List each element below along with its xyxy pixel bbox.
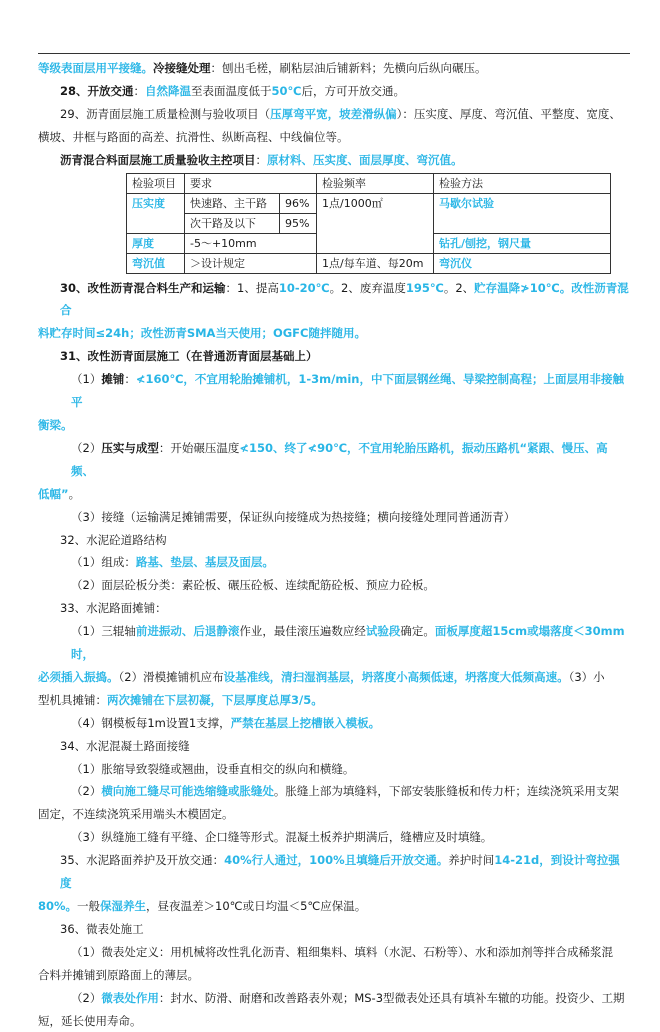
header-rule (38, 53, 630, 54)
text-line: （2）压实与成型：开始碾压温度≮150、终了≮90℃，不宜用轮胎压路机，振动压路机“紧跟、慢压、高频、 (71, 440, 608, 478)
section-28: 28、开放交通：自然降温至表面温度低于50℃后，方可开放交通。 (60, 83, 405, 98)
section-29: 29、沥青面层施工质量检测与验收项目（压厚弯平宽，坡差滑纵偏）：压实度、厚度、弯沉值、平整度、宽度、 (60, 106, 621, 121)
text-line: 合料并摊铺到原路面上的薄层。 (38, 967, 199, 982)
table-cell: 96% (280, 193, 317, 213)
table-cell: 厚度 (127, 233, 185, 253)
text-line: （2）横向施工缝尽可能选缩缝或胀缝处。胀缝上部为填缝料，下部安装胀缝板和传力杆；连续浇筑采用支架 (71, 784, 619, 799)
section-35: 35、水泥路面养护及开放交通：40%行人通过，100%且填缝后开放交通。养护时间14-21d，到设计弯拉强度 (60, 853, 620, 891)
page-content (38, 57, 630, 1032)
table-cell: 弯沉值 (127, 253, 185, 273)
table-cell: 次干路及以下 (185, 213, 280, 233)
table-cell: 钻孔/刨挖，钢尺量 (434, 233, 611, 253)
table-cell: -5～+10mm (185, 233, 317, 253)
text-line: （3）纵缝施工缝有平缝、企口缝等形式。混凝土板养护期满后，缝槽应及时填缝。 (71, 830, 493, 845)
section-36: 36、微表处施工 (60, 921, 144, 936)
text-line: （1）组成：路基、垫层、基层及面层。 (71, 555, 274, 570)
table-cell: 马歇尔试验 (434, 193, 611, 233)
text-line: 80%。一般保湿养生，昼夜温差＞10℃或日均温＜5℃应保温。 (38, 899, 367, 913)
table-header-cell: 检验项目 (127, 173, 185, 193)
text-line: （3）接缝（运输满足摊铺需要，保证纵向接缝成为热接缝；横向接缝处理同普通沥青） (71, 509, 516, 524)
text-line: 必须插入振捣。（2）滑模摊铺机应布设基准线，清扫湿润基层，坍落度小高频低速，坍落度大低频高速。（3）小 (38, 669, 605, 684)
table-cell: 压实度 (127, 193, 185, 233)
text-line: 等级表面层用平接缝。冷接缝处理：刨出毛槎，刷粘层油后铺新料；先横向后纵向碾压。 (38, 61, 487, 75)
text-line: 固定，不连续浇筑采用端头木模固定。 (38, 807, 234, 822)
text-line: 衡梁。 (38, 417, 73, 432)
text-line: （2）微表处作用：封水、防滑、耐磨和改善路表外观；MS-3型微表处还具有填补车辙的功能。投资少、工期 (71, 990, 625, 1005)
section-32: 32、水泥砼道路结构 (60, 532, 167, 547)
section-31: 31、改性沥青面层施工（在普通沥青面层基础上） (60, 349, 318, 364)
table-header-cell: 检验频率 (317, 173, 434, 193)
text-line: 料贮存时间≤24h；改性沥青SMA当天使用；OGFC随拌随用。 (38, 326, 366, 341)
table-cell: 1点/1000㎡ (317, 193, 434, 253)
table-cell: ＞设计规定 (185, 253, 317, 273)
table-cell: 95% (280, 213, 317, 233)
text-line: （4）钢模板每1m设置1支撑，严禁在基层上挖槽嵌入模板。 (71, 715, 381, 730)
text-line: （1）摊铺：≮160℃，不宜用轮胎摊铺机，1-3m/min，中下面层钢丝绳、导梁控制高程；上面层用非接触平 (71, 372, 624, 410)
text-line: （2）面层砼板分类：素砼板、碾压砼板、连续配筋砼板、预应力砼板。 (71, 578, 435, 593)
text-line: 横坡、井框与路面的高差、抗滑性、纵断高程、中线偏位等。 (38, 129, 349, 144)
section-33: 33、水泥路面摊铺： (60, 601, 167, 616)
section-30: 30、改性沥青混合料生产和运输：1、提高10-20℃。2、废弃温度195℃。2、贮存温降≯10℃。改性沥青混合 (60, 280, 629, 318)
text-line: 型机具摊铺：两次摊铺在下层初凝，下层厚度总厚3/5。 (38, 692, 323, 707)
section-34: 34、水泥混凝土路面接缝 (60, 738, 190, 753)
quality-inspection-table (126, 173, 611, 274)
table-header-cell: 要求 (185, 173, 317, 193)
table-header-row (127, 173, 611, 193)
text-line: （1）三辊轴前进振动、后退静滚作业，最佳滚压遍数应经试验段确定。面板厚度超15cm或塌落度＜30mm时， (71, 624, 625, 662)
table-row (127, 253, 611, 273)
main-control-items: 沥青混合料面层施工质量验收主控项目：原材料、压实度、面层厚度、弯沉值。 (60, 152, 463, 167)
text-line: （1）胀缩导致裂缝或翘曲，设垂直相交的纵向和横缝。 (71, 761, 355, 776)
text-line: 低幅”。 (38, 486, 81, 501)
text-line: （1）微表处定义：用机械将改性乳化沥青、粗细集料、填料（水泥、石粉等）、水和添加剂等拌合成稀浆混 (71, 944, 614, 959)
table-header-cell: 检验方法 (434, 173, 611, 193)
text-line: 短，延长使用寿命。 (38, 1013, 142, 1028)
table-cell: 弯沉仪 (434, 253, 611, 273)
table-row (127, 193, 611, 213)
table-cell: 快速路、主干路 (185, 193, 280, 213)
table-cell: 1点/每车道、每20m (317, 253, 434, 273)
